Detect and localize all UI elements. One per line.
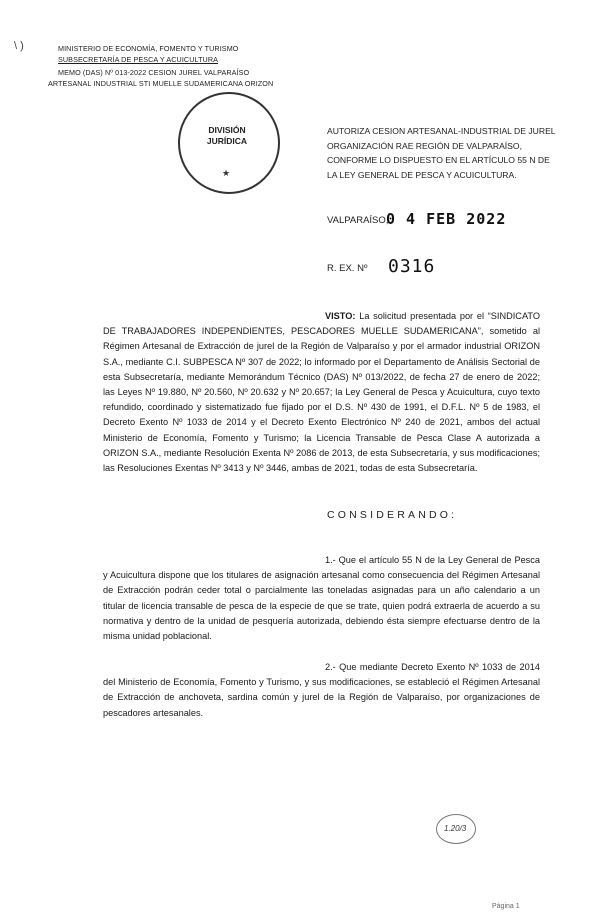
initials-mark: 1.20/3 bbox=[444, 824, 467, 833]
subsecretaria-name: SUBSECRETARÍA DE PESCA Y ACUICULTURA bbox=[58, 55, 219, 64]
considerando-2 bbox=[103, 660, 540, 721]
considerando-heading: CONSIDERANDO: bbox=[327, 509, 458, 521]
date-stamp: 0 4 FEB 2022 bbox=[386, 210, 507, 228]
considerando-2-text: 2014 del Ministerio de Economía, Fomento y Turismo, y sus modificaciones, se estableció el Régimen Artesanal de Extracción de anchoveta, sardina común y jurel de la Región de Valparaíso, por organizaciones de pescadores artesanales. bbox=[103, 662, 540, 718]
seal-star-icon: ★ bbox=[222, 168, 231, 178]
visto-text: La solicitud presentada por el “SINDICATO DE TRABAJADORES INDEPENDIENTES, PESCADORES MUELLE SUDAMERICANA”, sometido al Régimen Artesanal de Extracción de jurel de la Región de Valparaíso y por el armador industrial ORIZON S.A., mediante C.I. SUBPESCA Nº 307 de 2022; lo informado por el Departamento de Análisis Sectorial de esta Subsecretaría, mediante Memorándum Técnico (DAS) Nº 013/2022, de fecha 27 de enero de 2022; las Leyes Nº 19.880, Nº 20.560, Nº 20.632 y Nº 20.657; la Ley General de Pesca y Acuicultura, cuyo texto refundido, coordinado y sistematizado fue fijado por el D.S. Nº 430 de 1991, el D.F.L. Nº 5 de 1983, el Decreto Exento Nº 1033 de 2014 y el Decreto Exento Electrónico Nº 240 de 2021, ambos del actual Ministerio de Economía, Fomento y Turismo; la Licencia Transable de Pesca Clase A autorizada a ORIZON S.A., mediante Resolución Exenta Nº 2086 de 2013, de esta Subsecretaría, y sus modificaciones; las Resoluciones Exentas Nº 3413 y Nº 3446, ambas de 2021, todas de esta Subsecretaría. bbox=[103, 311, 540, 474]
considerando-1 bbox=[103, 553, 540, 644]
ministry-name: MINISTERIO DE ECONOMÍA, FOMENTO Y TURISMO bbox=[58, 44, 239, 53]
case-reference: ARTESANAL INDUSTRIAL STI MUELLE SUDAMERICANA ORIZON bbox=[48, 79, 274, 88]
considerando-2-lead: 2.- Que mediante Decreto Exento Nº 1033 de bbox=[325, 662, 517, 672]
resolution-label: R. EX. Nº bbox=[327, 263, 368, 274]
scan-mark: \ ) bbox=[14, 40, 24, 52]
footer-mark: Página 1 bbox=[492, 903, 520, 910]
resolution-number: 0316 bbox=[388, 256, 436, 277]
seal-label-line1: DIVISIÓN bbox=[208, 125, 246, 135]
visto-heading: VISTO: bbox=[325, 311, 356, 321]
resolution-title: AUTORIZA CESION ARTESANAL-INDUSTRIAL DE JUREL ORGANIZACIÓN RAE REGIÓN DE VALPARAÍSO, CONFORME LO DISPUESTO EN EL ARTÍCULO 55 N DE LA LEY GENERAL DE PESCA Y ACUICULTURA. bbox=[327, 126, 556, 180]
seal-label-line2: JURÍDICA bbox=[206, 136, 248, 146]
seal-label bbox=[196, 125, 258, 147]
place-label: VALPARAÍSO, bbox=[327, 215, 389, 226]
memo-reference: MEMO (DAS) Nº 013-2022 CESION JUREL VALPARAÍSO bbox=[58, 68, 250, 77]
considerando-1-lead: 1.- Que el artículo 55 N de la Ley General de bbox=[325, 555, 512, 565]
visto-paragraph bbox=[103, 309, 540, 476]
considerando-1-text: Pesca y Acuicultura dispone que los titulares de asignación artesanal como consecuencia del Régimen Artesanal de Extracción podrán ceder total o parcialmente las toneladas asignadas para un año calendario a un titular de licencia transable de pesca de la especie de que se trate, quien podrá extraerla de acuerdo a su normativa y dentro de la unidad de pesquería autorizada, debiendo ésta siempre efectuarse dentro de la misma unidad poblacional. bbox=[103, 555, 540, 642]
